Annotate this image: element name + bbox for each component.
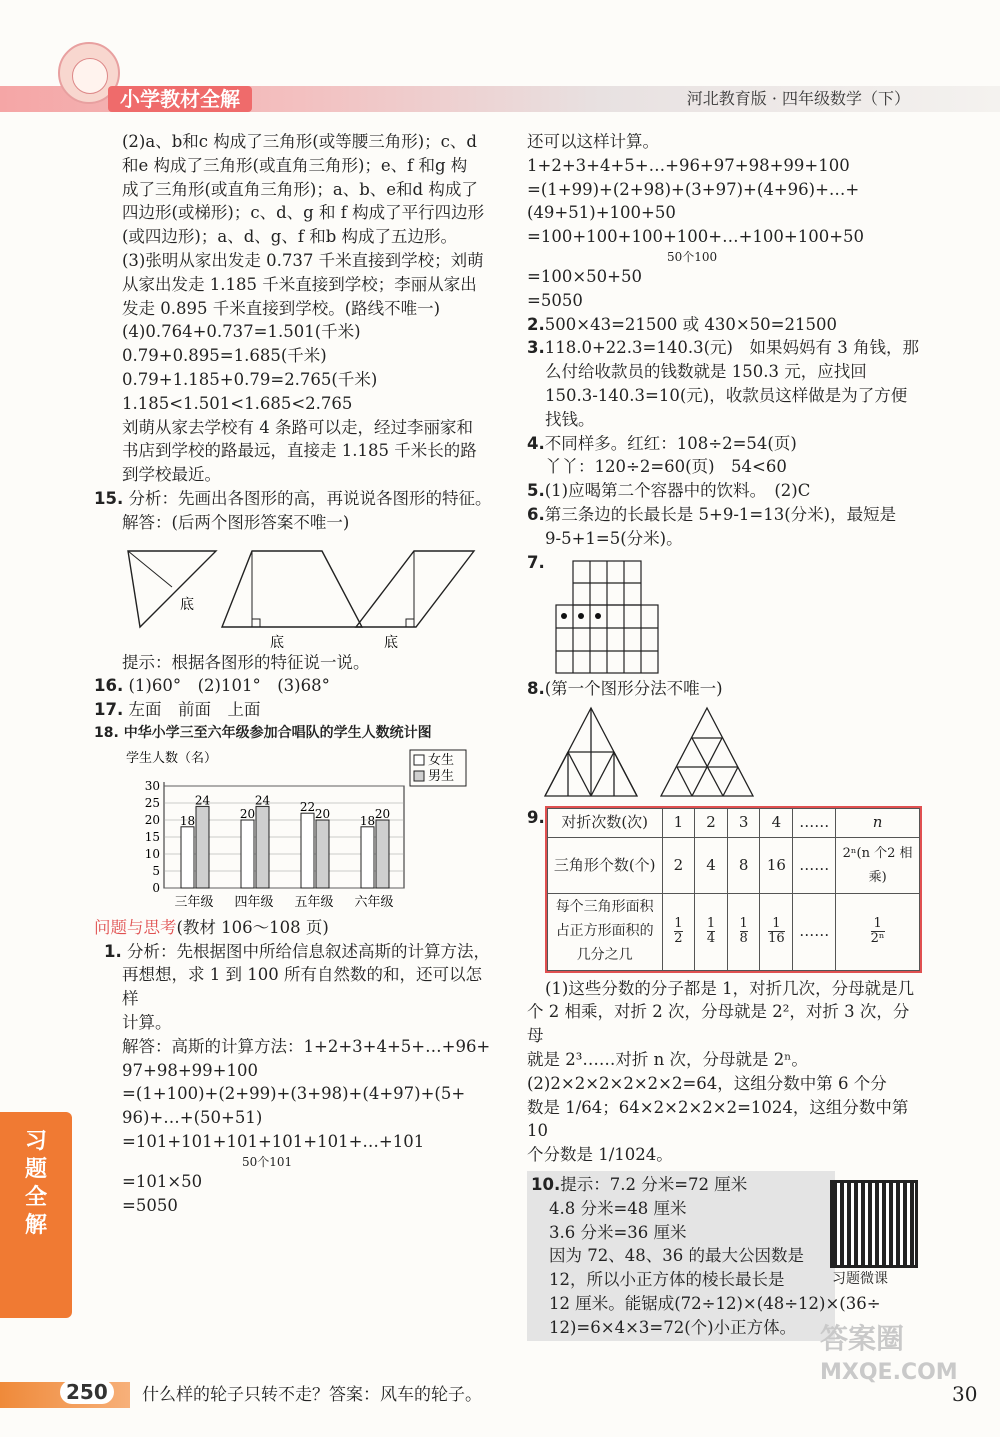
question-number: 1. [104,941,122,961]
table-cell: $\frac{1}{\text{2ⁿ}}$ [836,894,920,970]
legend-label: 女生 [428,752,455,768]
text-line: (1)60° (2)101° (3)68° [128,676,330,696]
text-line: =101+101+101+101+101+…+101 [122,1131,425,1151]
folding-table [545,806,922,972]
section-ref: (教材 106～108 页) [176,917,329,937]
table-cell: 对折次数(次) [547,809,662,838]
table-cell: 2 [662,838,695,894]
text-line: 0.79+0.895=1.685(千米) [122,346,327,366]
text-line: 再想想，求 1 到 100 所有自然数的和，还可以怎样 [122,965,482,1009]
table-cell: 三角形个数(个) [547,838,662,894]
dot-icon [595,613,601,619]
corner-number: 30 [952,1382,978,1406]
dot-icon [578,613,584,619]
text-line: 就是 2³……对折 n 次，分母就是 2ⁿ。 [527,1049,808,1069]
table-cell: 3 [727,809,760,838]
legend-label: 男生 [428,768,455,784]
text-line: (第一个图形分法不唯一) [544,678,723,698]
trapezoid-shape [222,551,362,627]
text-line: 数是 1/64；64×2×2×2×2=1024，这组分数中第 10 [527,1097,909,1141]
brace-label: 50个100 [667,249,718,264]
table-cell: $\frac{1}{8}$ [727,894,760,970]
text-line: =101×50 [122,1171,203,1191]
table-cell: $\frac{1}{16}$ [760,894,793,970]
question-number: 16. [94,676,124,696]
text-line: 和e 构成了三角形(或直角三角形)；e、f 和g 构 [122,155,468,175]
question-number: 2. [527,314,545,334]
bar-女生 [361,827,374,888]
text-line: 提示：7.2 分米=72 厘米 [560,1174,748,1194]
footer-riddle: 什么样的轮子只转不走？答案：风车的轮子。 [142,1385,482,1405]
data-label: 24 [194,793,211,808]
table-cell: 1 [662,809,695,838]
table-row [547,809,919,838]
text-line: 计算。 [122,1012,172,1032]
text-line: 12)=6×4×3=72(个)小正方体。 [549,1317,797,1337]
question-number: 18. [94,724,119,741]
q15-shapes-figure [122,541,494,651]
text-line: 9-5+1=5(分米)。 [545,528,683,548]
text-line: 到学校最近。 [122,465,221,485]
text-line: 1.185<1.501<1.685<2.765 [122,393,353,413]
x-tick-label: 五年级 [294,894,334,910]
text-line: 分析：先根据图中所给信息叙述高斯的计算方法， [127,941,490,961]
table-cell: 4 [760,809,793,838]
text-line: (4)0.764+0.737=1.501(千米) [122,322,361,342]
text-line: 找钱。 [545,409,595,429]
text-line: 发走 0.895 千米直接到学校。(路线不唯一) [122,298,441,318]
x-tick-label: 四年级 [234,894,274,910]
y-tick-label: 0 [152,880,160,895]
table-cell: 16 [760,838,793,894]
text-line: 还可以这样计算。 [527,132,659,151]
watermark-url: MXQE.COM [820,1360,958,1385]
text-line: 4.8 分米=48 厘米 [549,1198,687,1218]
text-line: 提示：根据各图形的特征说一说。 [122,652,370,672]
text-line: 个分数是 1/1024。 [527,1145,673,1165]
text-line: 书店到学校的路最远，直接走 1.185 千米长的路 [122,441,477,461]
question-number: 6. [527,504,545,524]
text-line: (或四边形)；a、d、g、f 和b 构成了五边形。 [122,227,457,247]
text-line: =5050 [527,290,583,310]
text-line: 12 厘米。能锯成(72÷12)×(48÷12)×(36÷ [549,1293,881,1313]
side-tab [0,1112,72,1318]
x-tick-label: 三年级 [174,894,214,910]
y-tick-label: 20 [144,812,160,827]
text-line: 分析：先画出各图形的高，再说说各图形的特征。 [128,488,492,508]
text-line: =(1+100)+(2+99)+(3+98)+(4+97)+(5+ [122,1084,466,1104]
text-line: 左面 前面 上面 [128,700,261,720]
question-number: 5. [527,481,545,501]
bar-女生 [181,827,194,888]
y-tick-label: 10 [144,846,160,861]
section-title: 问题与思考 [94,917,177,937]
bar-男生 [316,820,329,888]
table-cell: 2 [695,809,728,838]
y-tick-label: 30 [144,778,160,793]
text-line: 解答：(后两个图形答案不唯一) [122,512,350,532]
text-line: 因为 72、48、36 的最大公因数是 [549,1246,804,1266]
triangle-division-figure [541,704,801,802]
text-line: (49+51)+100+50 [527,203,676,223]
text-line: =100×50+50 [527,266,642,286]
bar-男生 [376,820,389,888]
page-number: 250 [60,1380,114,1404]
data-label: 18 [179,813,196,828]
y-tick-label: 25 [144,795,160,810]
text-line: 3.6 分米=36 厘米 [549,1222,687,1242]
question-number: 15. [94,488,124,508]
text-line: =5050 [122,1195,178,1215]
right-column [527,130,922,1341]
table-cell: $\frac{1}{2}$ [662,894,695,970]
text-line: 么付给收款员的钱数就是 150.3 元，应找回 [545,362,867,382]
text-line: =100+100+100+100+…+100+100+50 [527,227,865,247]
question-number: 9. [527,808,545,828]
y-tick-label: 15 [144,829,160,844]
x-tick-label: 六年级 [354,894,394,910]
text-line: 12，所以小正方体的棱长最长是 [549,1270,785,1290]
table-cell: 2ⁿ(n 个2 相乘) [836,838,920,894]
legend-swatch [414,755,424,765]
text-line: 96)+…+(50+51) [122,1108,263,1128]
qr-code-icon[interactable] [830,1180,918,1268]
text-line: (2)2×2×2×2×2×2=64，这组分数中第 6 个分 [527,1073,887,1093]
question-number: 7. [527,552,545,572]
height-line [128,551,172,587]
text-line: 不同样多。红红：108÷2=54(页) [544,433,797,453]
base-label: 底 [270,634,284,651]
question-number: 8. [527,678,545,698]
data-label: 20 [374,806,391,821]
text-line: 1+2+3+4+5+…+96+97+98+99+100 [527,155,850,175]
book-title: 小学教材全解 [108,86,252,112]
text-line: 150.3-140.3=10(元)，收款员这样做是为了方便 [545,385,908,405]
grid-figure [547,559,687,677]
parallelogram-shape [356,551,474,627]
text-line: 第三条边的长最长是 5+9-1=13(分米)，最短是 [544,504,897,524]
text-line: (1)应喝第二个容器中的饮料。 (2)C [544,481,811,501]
bar-chart [122,746,494,916]
text-line: 丫丫：120÷2=60(页) 54<60 [545,457,787,477]
text-line: 118.0+22.3=140.3(元) 如果妈妈有 3 角钱，那 [544,338,919,358]
table-cell: …… [793,838,836,894]
question-number: 10. [531,1174,561,1194]
table-cell: 每个三角形面积占正方形面积的几分之几 [547,894,662,970]
text-line: =(1+99)+(2+98)+(3+97)+(4+96)+…+ [527,179,860,199]
text-line: (2)a、b和c 构成了三角形(或等腰三角形)；c、d [122,132,477,151]
y-axis-label: 学生人数（名） [126,750,218,766]
bar-女生 [241,820,254,888]
table-cell: …… [793,894,836,970]
table-cell: …… [793,809,836,838]
text-line: (3)张明从家出发走 0.737 千米直接到学校；刘萌 [122,250,484,270]
data-label: 20 [314,806,331,821]
chart-title: 中华小学三至六年级参加合唱队的学生人数统计图 [123,724,432,741]
question-number: 4. [527,433,545,453]
text-line: 97+98+99+100 [122,1060,258,1080]
brace-label: 50个101 [242,1154,293,1169]
text-line: (1)这些分数的分子都是 1，对折几次，分母就是几 [545,978,915,998]
table-cell: 4 [695,838,728,894]
side-tab-label: 习题全解 [24,1129,47,1238]
data-label: 24 [254,793,271,808]
dot-icon [561,613,567,619]
text-line: 解答：高斯的计算方法：1+2+3+4+5+…+96+ [122,1036,491,1056]
watermark-text: 答案圈 [820,1322,905,1355]
text-line: 刘萌从家去学校有 4 条路可以走，经过李丽家和 [122,417,473,437]
question-number: 17. [94,700,124,720]
text-line: 个 2 相乘，对折 2 次，分母就是 2²，对折 3 次，分母 [527,1002,910,1046]
watermark-logo [820,1322,958,1390]
left-column [94,130,494,1217]
text-line: 0.79+1.185+0.79=2.765(千米) [122,369,378,389]
bar-女生 [301,813,314,888]
data-label: 20 [239,806,256,821]
edition-label: 河北教育版 · 四年级数学（下） [686,89,910,108]
base-label: 底 [180,596,194,613]
bar-男生 [256,806,269,888]
text-line: 500×43=21500 或 430×50=21500 [544,314,837,334]
data-label: 22 [299,799,316,814]
qr-label: 习题微课 [832,1271,888,1287]
bar-男生 [196,806,209,888]
table-row [547,838,919,894]
y-tick-label: 5 [152,863,160,878]
legend-swatch [414,771,424,781]
text-line: 四边形(或梯形)；c、d、g 和 f 构成了平行四边形 [122,203,485,223]
table-cell: n [836,809,920,838]
table-cell: 8 [727,838,760,894]
data-label: 18 [359,813,376,828]
text-line: 从家出发走 1.185 千米直接到学校；李丽从家出 [122,274,477,294]
text-line: 成了三角形(或直角三角形)；a、b、e和d 构成了 [122,179,478,199]
question-number: 3. [527,338,545,358]
table-cell: $\frac{1}{4}$ [695,894,728,970]
base-label: 底 [384,634,398,651]
table-row [547,894,919,970]
